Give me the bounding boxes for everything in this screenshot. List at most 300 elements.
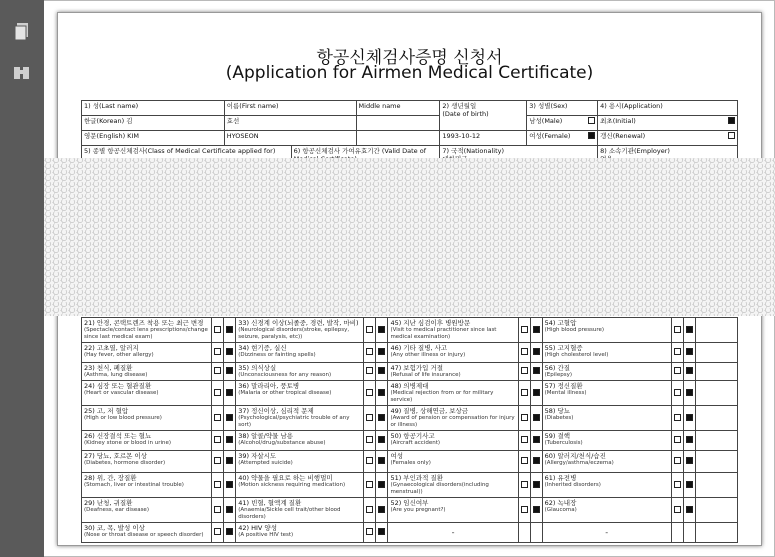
yes-cell [671,523,683,543]
history-item-ko: 52) 임신여부 [390,499,429,507]
attachments-icon[interactable] [13,64,31,84]
extra-cell [695,343,737,363]
no-checkbox[interactable] [378,506,385,513]
history-item-en: (Nose or throat disease or speech disorder) [84,532,204,538]
extra-cell [695,431,737,451]
yes-checkbox[interactable] [366,367,373,374]
history-item [542,431,671,451]
initial-checkbox[interactable] [728,117,735,124]
history-item-ko: 58) 당뇨 [544,407,571,415]
no-checkbox[interactable] [378,348,385,355]
yes-cell [671,406,683,431]
history-item [82,498,212,523]
history-item [542,343,671,363]
yes-checkbox[interactable] [521,326,528,333]
yes-checkbox[interactable] [214,348,221,355]
history-item-ko: 59) 결핵 [544,432,571,440]
history-item-ko: 여성 [390,452,403,460]
no-checkbox[interactable] [533,326,540,333]
middle-name-label: Middle name [356,101,440,116]
history-item [388,451,518,473]
no-checkbox[interactable] [378,457,385,464]
history-item [82,523,212,543]
history-item [542,363,671,381]
history-item-ko: 41) 빈혈, 혈액계 질환 [238,499,302,507]
history-item-en: (Alcohol/drug/substance abuse) [238,440,326,446]
english-middle-name [356,131,440,146]
yes-cell [364,431,376,451]
yes-cell [671,451,683,473]
history-item-en: (High or low blood pressure) [84,415,162,421]
no-checkbox[interactable] [686,506,693,513]
history-item-ko: 57) 정신질환 [544,382,583,390]
yes-cell [671,498,683,523]
history-item-en: (Gynaecological disorders(including menstrual)) [390,482,489,495]
no-checkbox[interactable] [686,367,693,374]
no-checkbox[interactable] [226,414,233,421]
no-cell [530,363,542,381]
yes-checkbox[interactable] [366,457,373,464]
pages-icon[interactable] [13,22,31,42]
history-item-en: - [605,528,609,537]
yes-checkbox[interactable] [674,457,681,464]
history-item [236,406,364,431]
yes-cell [212,406,224,431]
history-item-en: (Epilepsy) [544,372,572,378]
no-cell [530,498,542,523]
no-checkbox[interactable] [686,389,693,396]
history-item-en: (Allergy/asthma/eczema) [544,460,614,466]
renewal-checkbox[interactable] [728,132,735,139]
no-cell [224,498,236,523]
history-item-en: (Medical rejection from or for military service) [390,390,494,403]
yes-cell [671,363,683,381]
no-cell [224,406,236,431]
history-item-ko: 34) 현기증, 실신 [238,344,287,352]
yes-cell [518,431,530,451]
no-cell [530,343,542,363]
no-cell [683,451,695,473]
female-label: 여성(Female) [529,132,571,140]
yes-cell [364,343,376,363]
history-item-ko: 42) HIV 양성 [238,524,277,532]
no-checkbox[interactable] [686,414,693,421]
no-cell [376,363,388,381]
history-item-en: (Motion sickness requiring medication) [238,482,346,488]
history-item [542,498,671,523]
yes-checkbox[interactable] [674,436,681,443]
history-item-en: (Neurological disorders(stroke, epilepsy, seizure, paralysis, etc)) [238,327,350,340]
extra-cell [695,473,737,498]
korean-middle-name [356,116,440,131]
no-cell [683,381,695,406]
no-checkbox[interactable] [686,436,693,443]
history-item [388,381,518,406]
history-item [542,318,671,343]
no-cell [376,381,388,406]
no-checkbox[interactable] [378,367,385,374]
yes-cell [671,431,683,451]
no-checkbox[interactable] [686,481,693,488]
history-item-ko: 33) 신경계 이상(뇌졸중, 경련, 발작, 마비) [238,319,359,327]
yes-cell [212,473,224,498]
history-item-ko: 48) 의병제대 [390,382,429,390]
history-item [82,406,212,431]
yes-checkbox[interactable] [366,528,373,535]
history-item-ko: 47) 보험가입 거절 [390,364,444,372]
history-item [82,431,212,451]
dob-label: 2) 생년월일 [442,102,477,110]
sex-label: 3) 성별(Sex) [527,101,598,116]
no-cell [530,406,542,431]
valid-date-label: 6) 항공신체검사 가여유효기간 (Valid Date of [291,146,440,168]
history-item [82,473,212,498]
no-checkbox[interactable] [378,436,385,443]
history-item-ko: 37) 정신이상, 심리적 문제 [238,407,314,415]
history-item-ko: 23) 천식, 폐질환 [84,364,133,372]
no-checkbox[interactable] [378,481,385,488]
no-cell [530,431,542,451]
history-item-en: (Visit to medical practitioner since last medical examination) [390,327,497,340]
last-name-label: 1) 성(Last name) [82,101,225,116]
history-item-en: (Award of pension or compensation for injury or illness) [390,415,515,428]
yes-checkbox[interactable] [674,481,681,488]
history-item-ko: 54) 고혈압 [544,319,577,327]
yes-cell [518,473,530,498]
history-item-ko: 21) 안경, 콘택트렌즈 착용 또는 최근 변경 [84,319,204,327]
history-item [388,473,518,498]
no-checkbox[interactable] [533,506,540,513]
no-checkbox[interactable] [533,457,540,464]
no-checkbox[interactable] [533,348,540,355]
history-item [542,381,671,406]
history-item-en: (Psychological/psychiatric trouble of any sort) [238,415,350,428]
history-item-ko: 22) 고초열, 알러지 [84,344,139,352]
no-checkbox[interactable] [378,528,385,535]
history-item-ko: 25) 고, 저 혈압 [84,407,129,415]
no-cell [683,473,695,498]
male-label: 남성(Male) [529,117,563,125]
extra-cell [695,318,737,343]
history-item [82,381,212,406]
history-item [388,498,518,523]
yes-checkbox[interactable] [366,506,373,513]
no-cell [530,451,542,473]
history-row [82,406,738,431]
no-checkbox[interactable] [533,436,540,443]
yes-cell [364,381,376,406]
history-item [388,318,518,343]
form-title-english: (Application for Airmen Medical Certificate) [225,63,594,83]
yes-checkbox[interactable] [521,457,528,464]
no-cell [683,363,695,381]
history-item-en: (High cholesterol level) [544,352,609,358]
history-item [236,451,364,473]
no-checkbox[interactable] [378,389,385,396]
yes-cell [212,343,224,363]
history-row [82,381,738,406]
no-cell [224,343,236,363]
no-checkbox[interactable] [226,481,233,488]
yes-cell [212,363,224,381]
history-item-en: (Dizziness or fainting spells) [238,352,316,358]
application-label: 4) 용시(Application) [598,101,738,116]
history-item-en: (Tuberculosis) [544,440,583,446]
history-item-ko: 39) 자살시도 [238,452,277,460]
yes-cell [212,431,224,451]
history-item-en: (Anaemia/Sickle cell trait/other blood disorders) [238,507,341,520]
history-item-ko: 62) 녹내장 [544,499,577,507]
yes-checkbox[interactable] [366,414,373,421]
redaction-overlay [44,158,775,316]
no-cell [530,523,542,543]
history-item-en: (Refusal of life insurance) [390,372,461,378]
yes-checkbox[interactable] [214,389,221,396]
history-item-en: - [451,528,455,537]
yes-checkbox[interactable] [521,436,528,443]
history-item-en: (Attempted suicide) [238,460,293,466]
korean-last-name: 한글(Korean) 김 [82,116,225,131]
history-item-ko: 60) 알러지/천식/습진 [544,452,606,460]
no-checkbox[interactable] [226,457,233,464]
yes-checkbox[interactable] [674,367,681,374]
extra-cell [695,523,737,543]
no-cell [376,498,388,523]
yes-checkbox[interactable] [214,367,221,374]
history-item [236,363,364,381]
yes-checkbox[interactable] [214,414,221,421]
yes-checkbox[interactable] [521,481,528,488]
history-item-ko: 24) 심장 또는 혈관질환 [84,382,152,390]
no-checkbox[interactable] [226,528,233,535]
history-item-en: (Hay fever, other allergy) [84,352,154,358]
no-checkbox[interactable] [686,457,693,464]
history-item-en: (Are you pregnant?) [390,507,446,513]
history-item-ko: 26) 신장결석 또는 혈뇨 [84,432,152,440]
english-first-name: HYOSEON [224,131,356,146]
history-row [82,343,738,363]
no-checkbox[interactable] [533,414,540,421]
history-item-en: (Asthma, lung disease) [84,372,148,378]
history-item [236,431,364,451]
history-row [82,498,738,523]
dob-cell [440,101,527,131]
history-item-en: (Diabetes) [544,415,574,421]
extra-cell [695,406,737,431]
yes-checkbox[interactable] [366,326,373,333]
yes-cell [518,318,530,343]
medical-history-table [81,317,738,543]
no-cell [530,473,542,498]
history-item-ko: 51) 부인과적 질환 [390,474,444,482]
history-item-en: (Glaucoma) [544,507,577,513]
history-item-ko: 28) 위, 간, 장질환 [84,474,137,482]
yes-cell [364,406,376,431]
no-checkbox[interactable] [226,367,233,374]
female-cell [527,131,598,146]
history-item [236,473,364,498]
yes-cell [518,523,530,543]
yes-cell [212,381,224,406]
first-name-label: 이름(First name) [224,101,356,116]
no-checkbox[interactable] [226,506,233,513]
yes-checkbox[interactable] [674,414,681,421]
yes-cell [671,381,683,406]
history-item-en: (Kidney stone or blood in urine) [84,440,172,446]
yes-checkbox[interactable] [214,506,221,513]
yes-cell [518,498,530,523]
history-item-en: (Females only) [390,460,431,466]
no-checkbox[interactable] [226,348,233,355]
history-item-ko: 61) 유전병 [544,474,577,482]
no-cell [683,406,695,431]
history-item-ko: 38) 알콜/약물 남용 [238,432,294,440]
no-cell [224,318,236,343]
yes-checkbox[interactable] [214,528,221,535]
no-checkbox[interactable] [378,326,385,333]
male-checkbox[interactable] [588,117,595,124]
no-cell [224,473,236,498]
yes-cell [364,473,376,498]
no-checkbox[interactable] [686,326,693,333]
no-checkbox[interactable] [226,436,233,443]
yes-checkbox[interactable] [214,481,221,488]
history-item [388,343,518,363]
history-item [82,451,212,473]
no-cell [224,451,236,473]
history-row [82,523,738,543]
yes-checkbox[interactable] [366,436,373,443]
history-item-ko: 40) 약물을 필요로 하는 비행멀미 [238,474,333,482]
yes-checkbox[interactable] [521,389,528,396]
no-cell [376,523,388,543]
history-item-en: (Deafness, ear disease) [84,507,149,513]
yes-checkbox[interactable] [674,506,681,513]
history-item [236,343,364,363]
history-row [82,473,738,498]
history-item-en: (Malaria or other tropical disease) [238,390,332,396]
yes-checkbox[interactable] [214,457,221,464]
male-cell [527,116,598,131]
yes-checkbox[interactable] [674,348,681,355]
history-item-en: (High blood pressure) [544,327,605,333]
history-item-en: (Mental illness) [544,390,587,396]
yes-cell [212,498,224,523]
history-item-ko: 36) 말라리아, 풍토병 [238,382,300,390]
initial-label: 최초(Initial) [600,117,636,125]
no-checkbox[interactable] [533,367,540,374]
history-item-ko: 50) 항공기사고 [390,432,435,440]
history-row [82,363,738,381]
form-title-korean: 항공신체검사증명 신청서 [316,48,503,68]
employer-label: 8) 소속기관(Employer) [600,147,670,155]
history-item-en: (Inherited disorders) [544,482,601,488]
no-checkbox[interactable] [686,348,693,355]
history-item [542,406,671,431]
history-item [388,431,518,451]
yes-checkbox[interactable] [214,436,221,443]
history-item-en: (Diabetes, hormone disorder) [84,460,166,466]
yes-checkbox[interactable] [366,348,373,355]
no-cell [683,343,695,363]
history-item [236,381,364,406]
history-item-en: (Aircraft accident) [390,440,441,446]
no-checkbox[interactable] [378,414,385,421]
class-label: 5) 종별 항공신체검사(Class of Medical Certificate applied for) [82,146,292,168]
no-cell [376,431,388,451]
renewal-label: 갱신(Renewal) [600,132,646,140]
initial-cell [598,116,738,131]
history-item [82,343,212,363]
history-item [542,523,671,543]
dob-label-en: (Date of birth) [442,110,489,118]
history-row [82,451,738,473]
no-cell [376,318,388,343]
yes-cell [671,343,683,363]
nationality-label: 7) 국적(Nationality) [442,147,505,155]
yes-cell [518,381,530,406]
history-item-en: (Stomach, liver or intestinal trouble) [84,482,184,488]
yes-cell [212,451,224,473]
history-item-ko: 29) 난청, 귀질환 [84,499,133,507]
yes-checkbox[interactable] [674,326,681,333]
no-checkbox[interactable] [533,389,540,396]
history-item-ko: 30) 코, 목, 발성 이상 [84,524,145,532]
yes-checkbox[interactable] [214,326,221,333]
no-cell [224,363,236,381]
no-checkbox[interactable] [533,481,540,488]
history-item-en: (Spectacle/contact lens prescriptions/change since last medical exam) [84,327,208,340]
history-item-ko: 45) 지난 심검이후 병원방문 [390,319,471,327]
female-checkbox[interactable] [588,132,595,139]
yes-cell [671,473,683,498]
yes-cell [518,451,530,473]
history-item-ko: 55) 고지혈증 [544,344,583,352]
yes-checkbox[interactable] [521,367,528,374]
renewal-cell [598,131,738,146]
no-cell [683,523,695,543]
yes-cell [212,318,224,343]
yes-cell [364,498,376,523]
korean-first-name: 효선 [224,116,356,131]
yes-cell [518,343,530,363]
yes-checkbox[interactable] [674,389,681,396]
no-cell [376,406,388,431]
no-cell [224,381,236,406]
yes-cell [364,451,376,473]
yes-checkbox[interactable] [521,414,528,421]
no-checkbox[interactable] [226,389,233,396]
no-checkbox[interactable] [226,326,233,333]
yes-cell [671,318,683,343]
yes-checkbox[interactable] [366,389,373,396]
yes-cell [212,523,224,543]
yes-cell [364,318,376,343]
no-cell [683,498,695,523]
english-last-name: 영문(English) KIM [82,131,225,146]
history-row [82,431,738,451]
yes-cell [518,363,530,381]
history-item-en: (Unconsciousness for any reason) [238,372,332,378]
no-cell [376,451,388,473]
history-item [388,406,518,431]
history-item-ko: 35) 의식상실 [238,364,277,372]
yes-checkbox[interactable] [366,481,373,488]
history-item [542,451,671,473]
yes-checkbox[interactable] [521,348,528,355]
yes-checkbox[interactable] [521,506,528,513]
no-cell [530,318,542,343]
